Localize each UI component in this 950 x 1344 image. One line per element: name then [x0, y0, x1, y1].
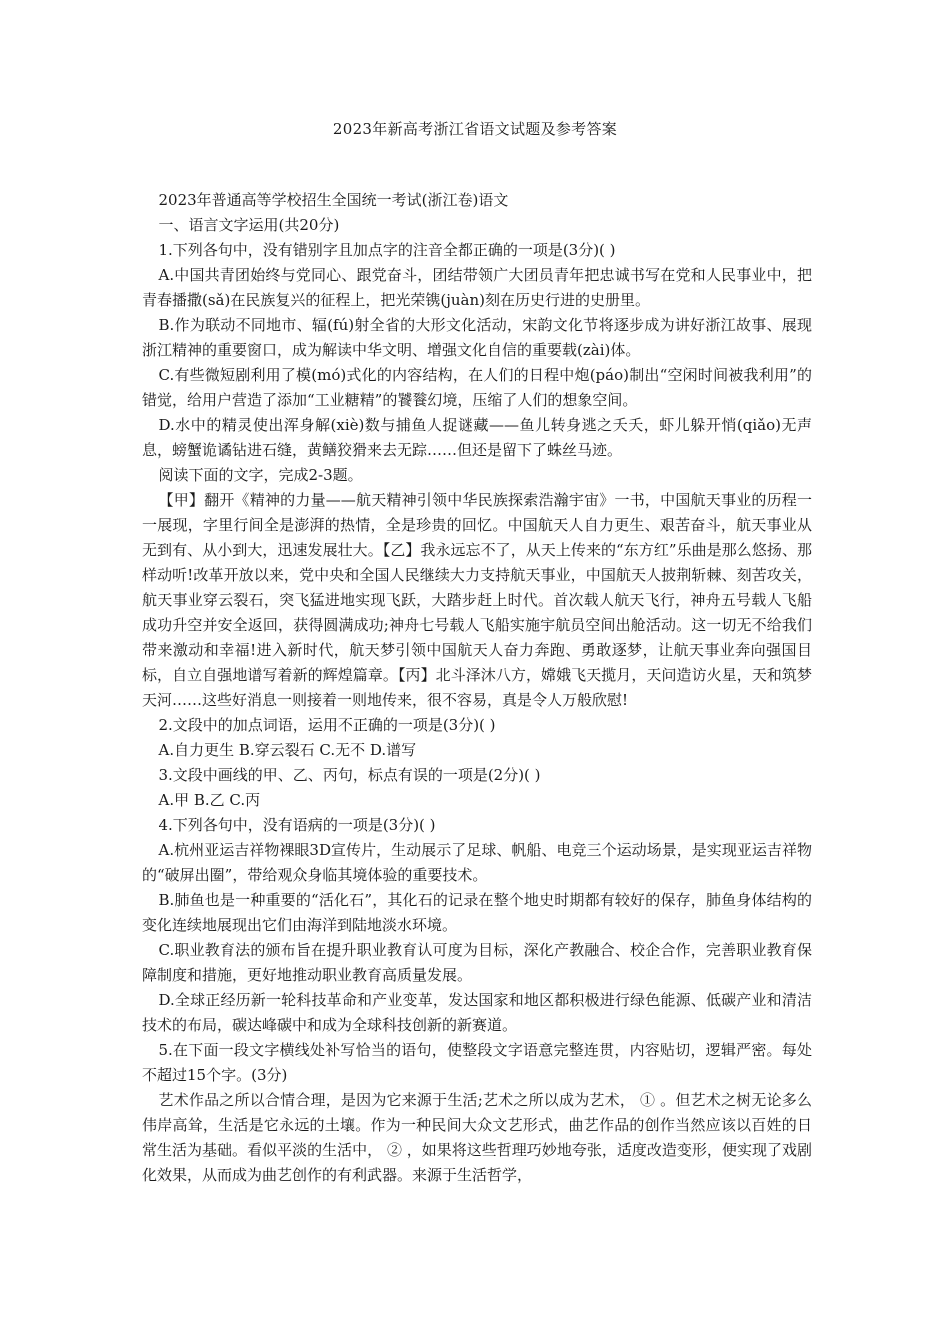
- question-3: 3.文段中画线的甲、乙、丙句，标点有误的一项是(2分)( ): [158, 766, 541, 784]
- option-1c: C.有些微短剧利用了模(mó)式化的内容结构，在人们的日程中炮(páo)制出“空闲时间被我利用”的错觉，给用户营造了添加“工业糖精”的饕餮幻境，压缩了人们的想象空间。: [142, 366, 812, 409]
- option-4d: D.全球正经历新一轮科技革命和产业变革，发达国家和地区都积极进行绿色能源、低碳产业和清洁技术的布局，碳达峰碳中和成为全球科技创新的新赛道。: [142, 991, 812, 1034]
- option-1d: D.水中的精灵使出浑身解(xiè)数与捕鱼人捉谜藏——鱼儿转身逃之夭夭，虾儿躲开悄(qiǎo)无声息，螃蟹诡谲钻进石缝，黄鳝狡猾来去无踪……但还是留下了蛛丝马迹。: [142, 416, 812, 459]
- question-5-passage: 艺术作品之所以合情合理，是因为它来源于生活;艺术之所以成为艺术， ① 。但艺术之树无论多么伟岸高耸，生活是它永远的土壤。作为一种民间大众文艺形式，曲艺作品的创作当然应该以百姓的日常生活为基础。看似平淡的生活中， ② ，如果将这些哲理巧妙地夸张，适度改造变形，便实现了戏剧化效果，从而成为曲艺创作的有利武器。来源于生活哲学，: [142, 1091, 812, 1184]
- question-5: 5.在下面一段文字横线处补写恰当的语句，使整段文字语意完整连贯，内容贴切，逻辑严密。每处不超过15个字。(3分): [142, 1041, 812, 1084]
- reading-passage: 【甲】翻开《精神的力量——航天精神引领中华民族探索浩瀚宇宙》一书，中国航天事业的历程一一展现，字里行间全是澎湃的热情，全是珍贵的回忆。中国航天人自力更生、艰苦奋斗，航天事业从无到有、从小到大，迅速发展壮大。【乙】我永远忘不了，从天上传来的“东方红”乐曲是那么悠扬、那样动听!改革开放以来，党中央和全国人民继续大力支持航天事业，中国航天人披荆斩棘、刻苦攻关，航天事业穿云裂石，突飞猛进地实现飞跃，大踏步赶上时代。首次载人航天飞行，神舟五号载人飞船成功升空并安全返回，获得圆满成功;神舟七号载人飞船实施宇航员空间出舱活动。这一切无不给我们带来激动和幸福!进入新时代，航天梦引领中国航天人奋力奔跑、勇敢逐梦，让航天事业奔向强国目标，自立自强地谱写着新的辉煌篇章。【丙】北斗泽沐八方，嫦娥飞天揽月，天问造访火星，天和筑梦天河……这些好消息一则接着一则地传来，很不容易，真是令人万般欣慰!: [142, 491, 812, 709]
- option-4b: B.肺鱼也是一种重要的“活化石”，其化石的记录在整个地史时期都有较好的保存，肺鱼身体结构的变化连续地展现出它们由海洋到陆地淡水环境。: [142, 891, 812, 934]
- document-body: [142, 188, 812, 1188]
- question-1: 1.下列各句中，没有错别字且加点字的注音全都正确的一项是(3分)( ): [158, 241, 616, 259]
- option-4c: C.职业教育法的颁布旨在提升职业教育认可度为目标，深化产教融合、校企合作，完善职业教育保障制度和措施，更好地推动职业教育高质量发展。: [142, 941, 812, 984]
- question-4: 4.下列各句中，没有语病的一项是(3分)( ): [158, 816, 436, 834]
- option-1a: A.中国共青团始终与党同心、跟党奋斗，团结带领广大团员青年把忠诚书写在党和人民事业中，把青春播撒(sǎ)在民族复兴的征程上，把光荣镌(juàn)刻在历史行进的史册里。: [142, 266, 812, 309]
- section-heading: 一、语言文字运用(共20分): [158, 216, 340, 234]
- option-4a: A.杭州亚运吉祥物裸眼3D宣传片，生动展示了足球、帆船、电竞三个运动场景，是实现亚运吉祥物的“破屏出圈”，带给观众身临其境体验的重要技术。: [142, 841, 812, 884]
- options-3: A.甲 B.乙 C.丙: [158, 791, 261, 809]
- exam-heading: 2023年普通高等学校招生全国统一考试(浙江卷)语文: [158, 191, 509, 209]
- question-2: 2.文段中的加点词语，运用不正确的一项是(3分)( ): [158, 716, 496, 734]
- reading-instruction: 阅读下面的文字，完成2-3题。: [158, 466, 363, 484]
- option-1b: B.作为联动不同地市、辐(fú)射全省的大形文化活动，宋韵文化节将逐步成为讲好浙江故事、展现浙江精神的重要窗口，成为解读中华文明、增强文化自信的重要载(zài)体。: [142, 316, 812, 359]
- options-2: A.自力更生 B.穿云裂石 C.无不 D.谱写: [158, 741, 417, 759]
- page-title: 2023年新高考浙江省语文试题及参考答案: [332, 120, 618, 138]
